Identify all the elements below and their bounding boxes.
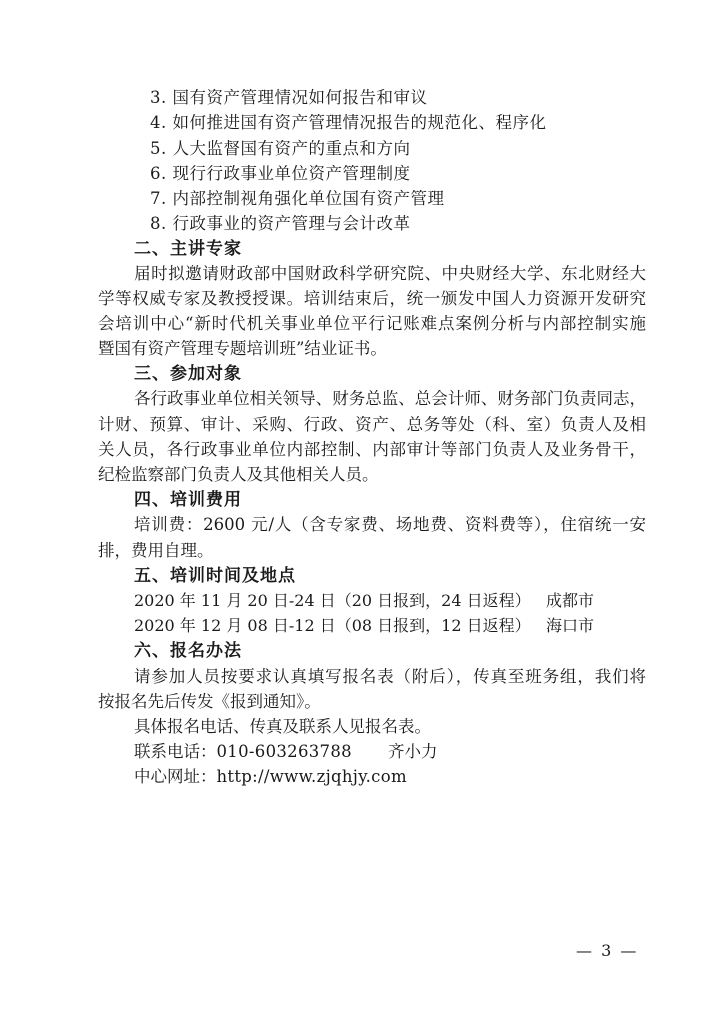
section-heading-participants: 三、参加对象: [134, 364, 242, 384]
fee-line: 培训费：2600 元/人（含专家费、场地费、资料费等），住宿统一安: [134, 515, 646, 534]
agenda-item: 6. 现行行政事业单位资产管理制度: [150, 164, 411, 183]
website-row: [134, 766, 407, 788]
session-city: 海口市: [546, 616, 595, 635]
agenda-item: 7. 内部控制视角强化单位国有资产管理: [150, 189, 445, 208]
section-paragraph-line: 会培训中心“新时代机关事业单位平行记账难点案例分析与内部控制实施: [98, 314, 646, 333]
section-paragraph-line: 暨国有资产管理专题培训班”结业证书。: [98, 339, 387, 358]
section-heading-experts: 二、主讲专家: [134, 239, 242, 259]
agenda-item: 3. 国有资产管理情况如何报告和审议: [150, 88, 428, 107]
contact-name: 齐小力: [387, 742, 438, 761]
page-number: — 3 —: [576, 941, 639, 960]
session-date: 2020 年 11 月 20 日-24 日（20 日报到，24 日返程）: [134, 591, 531, 610]
registration-line: 具体报名电话、传真及联系人见报名表。: [134, 717, 431, 736]
section-paragraph-line: 纪检监察部门负责人及其他相关人员。: [98, 465, 379, 484]
section-paragraph-line: 关人员，各行政事业单位内部控制、内部审计等部门负责人及业务骨干，: [98, 440, 646, 459]
website-label: 中心网址：: [134, 767, 217, 786]
section-paragraph-line: 学等权威专家及教授授课。培训结束后，统一颁发中国人力资源开发研究: [98, 289, 646, 308]
section-heading-time-place: 五、培训时间及地点: [134, 566, 296, 586]
session-city: 成都市: [546, 591, 595, 610]
section-paragraph-line: 届时拟邀请财政部中国财政科学研究院、中央财经大学、东北财经大: [134, 264, 646, 283]
session-date: 2020 年 12 月 08 日-12 日（08 日报到，12 日返程）: [134, 616, 531, 635]
agenda-item: 4. 如何推进国有资产管理情况报告的规范化、程序化: [150, 113, 547, 132]
contact-phone: 010-603263788: [216, 742, 352, 761]
section-paragraph-line: 各行政事业单位相关领导、财务总监、总会计师、财务部门负责同志，: [134, 389, 646, 408]
registration-line: 按报名先后传发《报到通知》。: [98, 692, 321, 711]
contact-phone-label: 联系电话：: [134, 742, 217, 761]
contact-phone-row: [134, 741, 437, 763]
section-heading-fees: 四、培训费用: [134, 490, 242, 510]
agenda-item: 5. 人大监督国有资产的重点和方向: [150, 139, 411, 158]
agenda-item: 8. 行政事业的资产管理与会计改革: [150, 214, 411, 233]
section-heading-registration: 六、报名办法: [134, 641, 242, 661]
section-paragraph-line: 计财、预算、审计、采购、行政、资产、总务等处（科、室）负责人及相: [98, 415, 646, 434]
fee-line: 排，费用自理。: [98, 541, 214, 560]
website-url: http://www.zjqhjy.com: [216, 767, 407, 786]
registration-line: 请参加人员按要求认真填写报名表（附后），传真至班务组，我们将: [134, 667, 646, 686]
